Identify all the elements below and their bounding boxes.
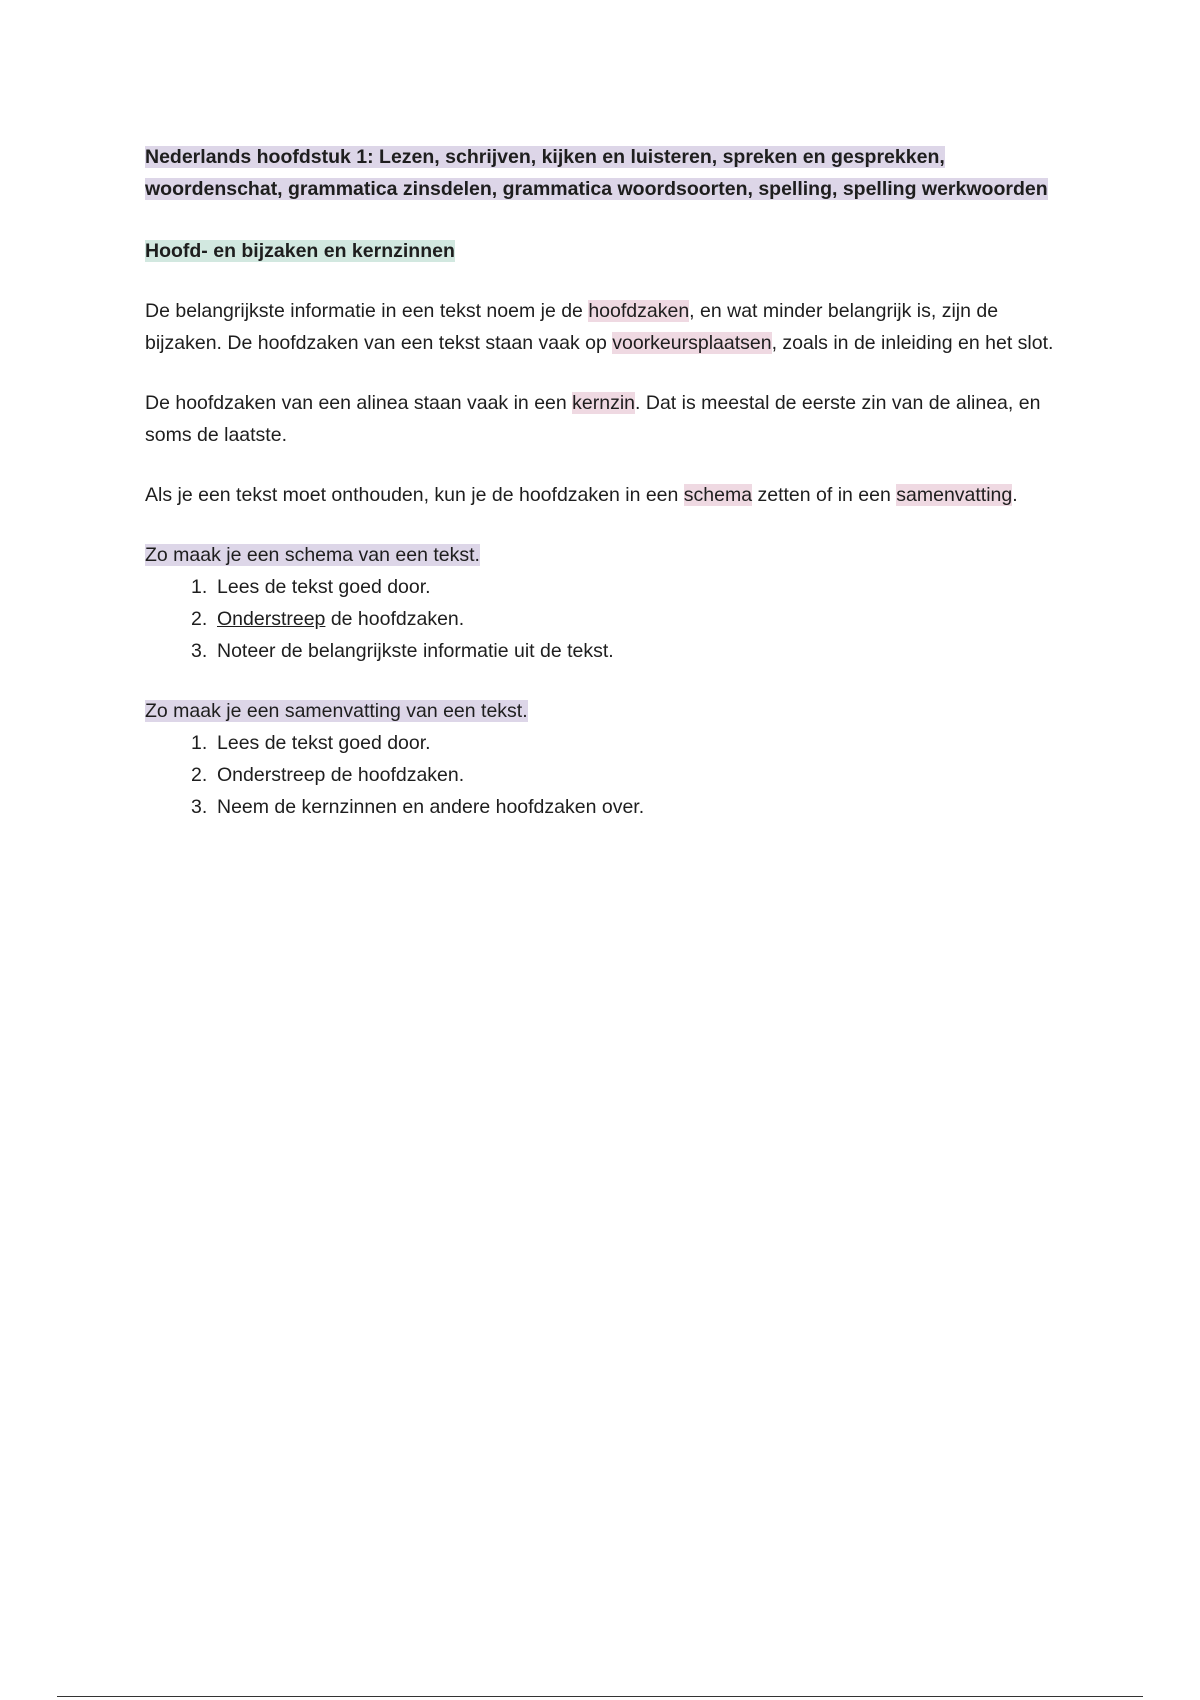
list-number: 1. [191, 576, 208, 598]
list-2 [145, 727, 1075, 823]
paragraph-text: Als je een tekst moet onthouden, kun je de hoofdzaken in een [145, 484, 684, 506]
list-item [145, 571, 1075, 603]
title-line-1: Nederlands hoofdstuk 1: Lezen, schrijven, kijken en luisteren, spreken en gesprekken, [145, 146, 945, 168]
document-page [145, 141, 1075, 823]
paragraph-3 [145, 479, 1075, 511]
list-number: 3. [191, 640, 208, 662]
section-heading [145, 235, 1075, 267]
list-1-heading [145, 539, 1075, 571]
list-number: 2. [191, 764, 208, 786]
list-2-heading [145, 695, 1075, 727]
highlighted-term: voorkeursplaatsen [612, 332, 772, 354]
highlighted-term: samenvatting [896, 484, 1013, 506]
highlighted-term: hoofdzaken [588, 300, 690, 322]
list-item [145, 791, 1075, 823]
list-item-text: Onderstreep de hoofdzaken. [217, 764, 465, 786]
section-heading-text: Hoofd- en bijzaken en kernzinnen [145, 240, 455, 262]
list-item-text: Lees de tekst goed door. [217, 732, 431, 754]
paragraph-text: zetten of in een [752, 484, 897, 506]
paragraph-text: De hoofdzaken van een alinea staan vaak in een [145, 392, 573, 414]
paragraph-1 [145, 295, 1075, 359]
list-item-text: Lees de tekst goed door. [217, 576, 431, 598]
title-line-2: woordenschat, grammatica zinsdelen, grammatica woordsoorten, spelling, spelling werkwoorden [145, 178, 1048, 200]
list-number: 2. [191, 608, 208, 630]
list-number: 3. [191, 796, 208, 818]
list-number: 1. [191, 732, 208, 754]
paragraph-text: . [1012, 484, 1018, 506]
list-item [145, 727, 1075, 759]
list-item [145, 635, 1075, 667]
highlighted-term: schema [683, 484, 753, 506]
list-item-text: Neem de kernzinnen en andere hoofdzaken over. [217, 796, 645, 818]
paragraph-text: . Dat is meestal de eerste zin van de alinea, en soms de laatste. [145, 392, 1041, 446]
paragraph-text: De belangrijkste informatie in een tekst noem je de [145, 300, 589, 322]
paragraph-text: , zoals in de inleiding en het slot. [771, 332, 1054, 354]
paragraph-2 [145, 387, 1075, 451]
document-title [145, 141, 1075, 205]
highlighted-term: kernzin [572, 392, 636, 414]
list-item-text: de hoofdzaken. [325, 608, 465, 630]
list-1 [145, 571, 1075, 667]
list-item-text: Noteer de belangrijkste informatie uit de tekst. [217, 640, 614, 662]
underlined-word: Onderstreep [217, 608, 326, 630]
list-heading-text: Zo maak je een schema van een tekst. [145, 544, 480, 566]
list-item [145, 759, 1075, 791]
paragraph-text: , en wat minder belangrijk is, zijn de bijzaken. De hoofdzaken van een tekst staan vaak op [145, 300, 999, 354]
footer-divider [57, 1696, 1143, 1697]
list-heading-text: Zo maak je een samenvatting van een tekst. [145, 700, 528, 722]
list-item [145, 603, 1075, 635]
